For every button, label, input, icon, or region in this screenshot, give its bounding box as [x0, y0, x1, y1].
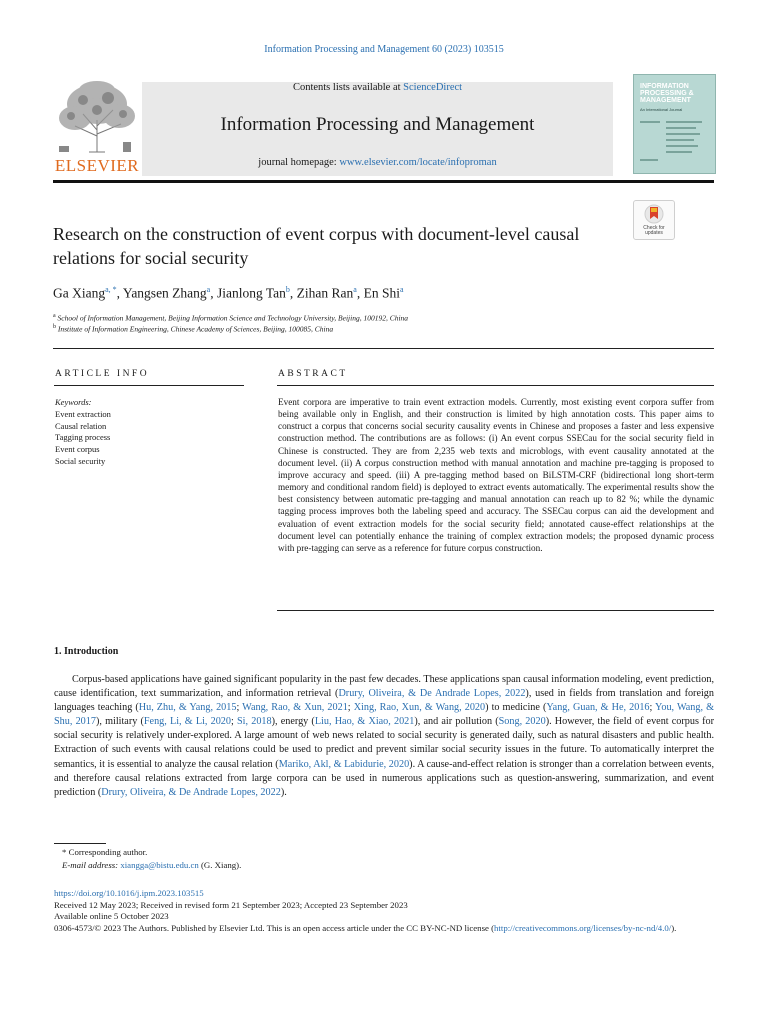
keyword-item: Event corpus	[55, 444, 100, 455]
journal-homepage-line	[142, 157, 613, 168]
available-online-date: Available online 5 October 2023	[54, 911, 169, 922]
citation-link[interactable]: Song, 2020	[498, 716, 546, 728]
license-suffix: ).	[671, 922, 677, 933]
article-meta-block	[54, 888, 714, 934]
affiliation-text: Institute of Information Engineering, Chinese Academy of Sciences, Beijing, 100085, China	[57, 324, 334, 334]
abstract-heading: ABSTRACT	[278, 369, 348, 379]
journal-cover-thumbnail[interactable]	[633, 74, 716, 174]
contents-prefix: Contents lists available at	[292, 82, 404, 93]
intro-text-segment: Corpus-based applications have gained significant popularity in the past few decades. These applications span causal information modeling, event prediction, cause identification, text summarization, and information retrieval (	[54, 674, 714, 700]
affiliation-b	[53, 324, 713, 334]
author-name[interactable]: Yangsen Zhang	[122, 285, 207, 301]
intro-text-segment: ), and air pollution (	[414, 716, 499, 728]
citation-link[interactable]: You, Wang, & Shu, 2017	[54, 702, 715, 728]
citation-link[interactable]: Drury, Oliveira, & De Andrade Lopes, 2022	[101, 786, 281, 798]
intro-text-segment: ), used in fields from translation and foreign languages teaching (	[54, 688, 714, 714]
citation-link[interactable]: Drury, Oliveira, & De Andrade Lopes, 2022	[338, 688, 526, 700]
author-affiliation-mark[interactable]: a	[206, 285, 211, 294]
article-info-rule	[54, 385, 244, 386]
author-affiliation-mark[interactable]: a	[400, 285, 404, 294]
intro-text-segment: ).	[280, 786, 287, 798]
introduction-paragraph	[54, 673, 714, 800]
citation-link[interactable]: Yang, Guan, & He, 2016	[546, 702, 650, 714]
keyword-item: Event extraction	[55, 408, 111, 419]
elsevier-wordmark: ELSEVIER	[54, 156, 140, 175]
citation-link[interactable]: Feng, Li, & Li, 2020	[143, 716, 231, 728]
citation-link[interactable]: Wang, Rao, & Xun, 2021	[242, 702, 348, 714]
author-name[interactable]: Jianlong Tan	[216, 285, 286, 301]
author-email-link[interactable]: xiangga@bistu.edu.cn	[120, 860, 199, 870]
header-divider	[53, 180, 714, 183]
intro-text-segment: ) to medicine (	[485, 702, 547, 714]
author-affiliation-mark[interactable]: a, *	[105, 285, 117, 294]
affiliation-mark: a	[53, 313, 56, 319]
author-name[interactable]: Zihan Ran	[296, 285, 354, 301]
introduction-heading: 1. Introduction	[54, 646, 119, 657]
affiliation-text: School of Information Management, Beijing Information Science and Technology University, Beijing, 100192, China	[57, 313, 409, 323]
keyword-item: Social security	[55, 455, 106, 466]
affiliation-a	[53, 313, 713, 323]
sciencedirect-link[interactable]: ScienceDirect	[403, 82, 463, 93]
affiliation-mark: b	[53, 324, 56, 330]
contents-available-line	[142, 82, 613, 93]
keyword-item: Causal relation	[55, 420, 107, 431]
author-list: Ga Xiang$^{a, *}$, Yangsen Zhang$^a$, Jianlong Tan$^b$, Zihan Ran$^a$, En Shi$^a$	[53, 285, 404, 301]
check-for-updates-label: Check for updates	[643, 225, 665, 236]
cover-title: INFORMATION PROCESSING & MANAGEMENT	[640, 83, 694, 104]
license-text: 0306-4573/© 2023 The Authors. Published by Elsevier Ltd. This is an open access article under the CC BY-NC-ND license (	[54, 922, 495, 933]
email-footnote	[62, 860, 241, 870]
intro-text-segment: ). However, the field of event corpus for social security is relatively under-explored. A large amount of web news related to social security is generated daily, such as natural disasters and public health. Extraction of such events with causal relations could be used to predict and prevent similar social security issues in the future. To automatically interpret the semantics, it is essential to analyze the causal relation (	[54, 716, 714, 770]
corresponding-author-note: * Corresponding author.	[62, 847, 148, 857]
abstract-bottom-rule	[277, 610, 714, 611]
citation-link[interactable]: Hu, Zhu, & Yang, 2015	[138, 702, 237, 714]
abstract-text: Event corpora are imperative to train event extraction models. Currently, most existing event corpora suffer from being available only in English, and their construction is limited by high annotation costs. This paper aims to construct a corpus that concerns social security causality events in Chinese and proposes a faster and less expensive construction method. The contributions are as follows: (i) An event corpus SSECau for the social security field in Chinese is constructed. They are from 2,235 web texts and microblogs, with event causality annotated at the document level. (ii) A corpus construction method with manual annotation and machine pre-tagging is proposed to improve accuracy and speed. (iii) A pre-tagging method based on BiLSTM-CRF (bidirectional long short-term memory and conditional random field) is deployed to extract events automatically. The experimental results show the best consistency between automatic pre-tagging and manual annotation can reach up to 82 %; while the dynamic tagging process improves both the labeling speed and accuracy. The SSECau corpus can aid the development and evaluation of event extraction models for the social security field; annotated cause-effect relationships at the document level can potentially enhance the training of complex extraction models; the proposed dynamic process with pre-tagging can serve as a reference for future corpus construction.	[278, 397, 714, 553]
journal-title: Information Processing and Management	[220, 114, 535, 135]
homepage-prefix: journal homepage:	[258, 157, 340, 168]
intro-text-segment: ;	[649, 702, 656, 714]
author-affiliation-mark[interactable]: a	[353, 285, 357, 294]
author-name[interactable]: Ga Xiang	[53, 285, 106, 301]
footnote-divider	[54, 843, 106, 844]
author-name[interactable]: En Shi	[363, 285, 400, 301]
intro-text-segment: ;	[231, 716, 238, 728]
journal-reference[interactable]: Information Processing and Management 60 (2023) 103515	[264, 44, 504, 55]
received-dates: Received 12 May 2023; Received in revised form 21 September 2023; Accepted 23 September 2023	[54, 899, 408, 910]
intro-text-segment: ;	[236, 702, 243, 714]
paper-title: Research on the construction of event corpus with document-level causal relations for social security	[53, 224, 580, 268]
citation-link[interactable]: Liu, Hao, & Xiao, 2021	[314, 716, 415, 728]
intro-text-segment: ). A cause-and-effect relation is stronger than a correlation between events, and therefore causal relations extracted from large corpora can be used in numerous applications such as question-answering, summarization, and event prediction (	[54, 758, 714, 798]
affiliation-divider	[53, 348, 714, 349]
citation-link[interactable]: Mariko, Akl, & Labidurie, 2020	[278, 758, 410, 770]
cover-subtitle: An International Journal	[640, 107, 683, 112]
intro-text-segment: ;	[347, 702, 354, 714]
email-suffix: (G. Xiang).	[198, 860, 242, 870]
license-statement	[54, 923, 714, 935]
journal-homepage-link[interactable]: www.elsevier.com/locate/infoproman	[339, 157, 497, 168]
keyword-item: Tagging process	[55, 432, 111, 443]
doi-link[interactable]: https://doi.org/10.1016/j.ipm.2023.103515	[54, 888, 204, 898]
author-affiliation-mark[interactable]: b	[285, 285, 290, 294]
check-for-updates-badge[interactable]	[633, 200, 675, 240]
keywords-label: Keywords:	[55, 397, 92, 407]
bookmark-icon	[644, 204, 664, 224]
citation-link[interactable]: Si, 2018	[237, 716, 272, 728]
cover-text-lines	[640, 119, 708, 167]
intro-text-segment: ), military (	[95, 716, 144, 728]
abstract-rule	[277, 385, 714, 386]
article-info-heading: ARTICLE INFO	[55, 369, 150, 379]
intro-text-segment: ), energy (	[271, 716, 315, 728]
email-label: E-mail address:	[62, 860, 119, 870]
keywords-block	[55, 397, 235, 468]
citation-link[interactable]: Xing, Rao, Xun, & Wang, 2020	[353, 702, 486, 714]
license-link[interactable]: http://creativecommons.org/licenses/by-nc-nd/4.0/	[494, 922, 672, 933]
